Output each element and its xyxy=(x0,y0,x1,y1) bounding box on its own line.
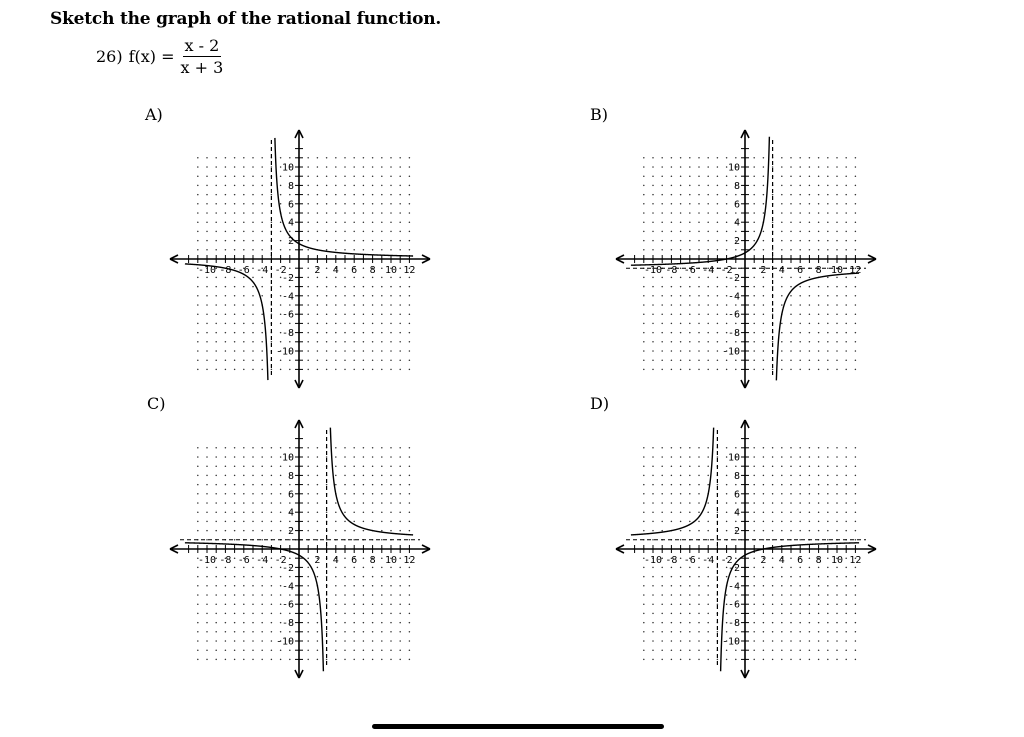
y-tick-label: -8 xyxy=(281,618,294,630)
fraction-denominator: x + 3 xyxy=(180,57,224,77)
function-curve-branch-right xyxy=(330,428,413,535)
x-tick-label: -8 xyxy=(219,265,232,276)
y-tick-label: 6 xyxy=(733,489,740,501)
y-tick-label: 8 xyxy=(733,180,740,192)
x-tick-label: -4 xyxy=(702,265,715,276)
x-tick-label: 12 xyxy=(849,265,862,276)
y-tick-label: 4 xyxy=(287,217,294,229)
choice-b-label[interactable]: B) xyxy=(590,105,608,124)
y-tick-label: 6 xyxy=(287,199,294,211)
y-tick-label: 6 xyxy=(287,489,294,501)
choice-d-label[interactable]: D) xyxy=(590,394,610,413)
x-tick-label: -4 xyxy=(256,555,269,566)
graph-choice-b[interactable] xyxy=(614,128,878,390)
home-indicator[interactable] xyxy=(372,724,664,729)
x-tick-label: -2 xyxy=(720,555,733,566)
y-tick-label: -6 xyxy=(727,599,740,611)
x-tick-label: 4 xyxy=(332,265,339,276)
function-curve-branch-left xyxy=(631,137,769,265)
y-tick-label: 2 xyxy=(733,526,740,538)
y-tick-label: -6 xyxy=(281,599,294,611)
function-curve-branch-left xyxy=(185,264,268,380)
fraction-numerator: x - 2 xyxy=(184,35,220,55)
function-curve-branch-left xyxy=(631,428,714,535)
x-tick-label: 2 xyxy=(314,265,321,276)
y-tick-label: -2 xyxy=(727,562,740,574)
y-tick-label: 10 xyxy=(281,162,294,174)
x-tick-label: 10 xyxy=(384,265,398,276)
function-fraction xyxy=(179,36,226,77)
y-tick-label: 4 xyxy=(287,507,294,519)
x-tick-label: -10 xyxy=(643,555,663,566)
x-tick-label: -6 xyxy=(683,265,696,276)
x-tick-label: -8 xyxy=(219,555,232,566)
y-tick-label: 8 xyxy=(287,180,294,192)
x-tick-label: 10 xyxy=(384,555,398,566)
y-tick-label: 4 xyxy=(733,507,740,519)
x-tick-label: 2 xyxy=(760,555,767,566)
y-tick-label: -10 xyxy=(275,636,294,648)
x-tick-label: 8 xyxy=(369,265,376,276)
x-tick-label: 6 xyxy=(797,555,804,566)
x-tick-label: -2 xyxy=(274,265,287,276)
y-tick-label: 10 xyxy=(727,162,740,174)
y-tick-label: 8 xyxy=(287,470,294,482)
graph-choice-a[interactable] xyxy=(168,128,432,390)
y-tick-label: 10 xyxy=(281,452,294,464)
x-tick-label: -2 xyxy=(274,555,287,566)
y-tick-label: -6 xyxy=(727,309,740,321)
y-tick-label: -4 xyxy=(281,291,294,303)
x-tick-label: 8 xyxy=(815,265,822,276)
choice-a-label[interactable]: A) xyxy=(145,105,163,124)
x-tick-label: -6 xyxy=(683,555,696,566)
x-tick-label: -4 xyxy=(256,265,269,276)
x-tick-label: 8 xyxy=(815,555,822,566)
function-curve-branch-right xyxy=(776,273,859,380)
x-tick-label: 4 xyxy=(332,555,339,566)
y-tick-label: 4 xyxy=(733,217,740,229)
y-tick-label: 2 xyxy=(287,236,294,248)
x-tick-label: 2 xyxy=(314,555,321,566)
x-tick-label: 8 xyxy=(369,555,376,566)
y-tick-label: -6 xyxy=(281,309,294,321)
y-tick-label: 10 xyxy=(727,452,740,464)
y-tick-label: 2 xyxy=(733,236,740,248)
x-tick-label: -6 xyxy=(237,555,250,566)
instruction-text: Sketch the graph of the rational function. xyxy=(50,9,442,29)
y-tick-label: -4 xyxy=(727,291,740,303)
x-tick-label: 6 xyxy=(351,555,358,566)
grid-dots xyxy=(197,157,410,370)
x-tick-label: -4 xyxy=(702,555,715,566)
y-tick-label: -4 xyxy=(281,581,294,593)
x-tick-label: -2 xyxy=(720,265,733,276)
y-tick-label: -2 xyxy=(281,562,294,574)
x-tick-label: 2 xyxy=(760,265,767,276)
x-tick-label: -10 xyxy=(643,265,663,276)
y-tick-label: -8 xyxy=(281,328,294,340)
y-tick-label: 6 xyxy=(733,199,740,211)
x-tick-label: -10 xyxy=(197,265,217,276)
x-tick-label: 6 xyxy=(797,265,804,276)
y-tick-label: -10 xyxy=(275,346,294,358)
y-tick-label: -4 xyxy=(727,581,740,593)
function-curve-branch-right xyxy=(275,138,413,256)
y-tick-label: -8 xyxy=(727,328,740,340)
x-tick-label: 6 xyxy=(351,265,358,276)
x-tick-label: 12 xyxy=(849,555,862,566)
x-tick-label: 4 xyxy=(778,555,785,566)
x-tick-label: -10 xyxy=(197,555,217,566)
x-tick-label: -8 xyxy=(665,265,678,276)
y-tick-label: 2 xyxy=(287,526,294,538)
y-tick-label: -8 xyxy=(727,618,740,630)
y-tick-label: -2 xyxy=(281,272,294,284)
x-tick-label: 12 xyxy=(403,265,416,276)
grid-dots xyxy=(197,447,410,660)
graph-choice-c[interactable] xyxy=(168,418,432,680)
y-tick-label: -2 xyxy=(727,272,740,284)
y-tick-label: 8 xyxy=(733,470,740,482)
x-tick-label: -6 xyxy=(237,265,250,276)
x-tick-label: 12 xyxy=(403,555,416,566)
graph-choice-d[interactable] xyxy=(614,418,878,680)
x-tick-label: 4 xyxy=(778,265,785,276)
function-lhs: f(x) = xyxy=(128,46,175,66)
problem-number: 26) xyxy=(96,46,123,66)
choice-c-label[interactable]: C) xyxy=(147,394,166,413)
y-tick-label: -10 xyxy=(721,636,740,648)
x-tick-label: -8 xyxy=(665,555,678,566)
y-tick-label: -10 xyxy=(721,346,740,358)
x-tick-label: 10 xyxy=(830,265,844,276)
x-tick-label: 10 xyxy=(830,555,844,566)
problem-statement xyxy=(96,34,225,78)
